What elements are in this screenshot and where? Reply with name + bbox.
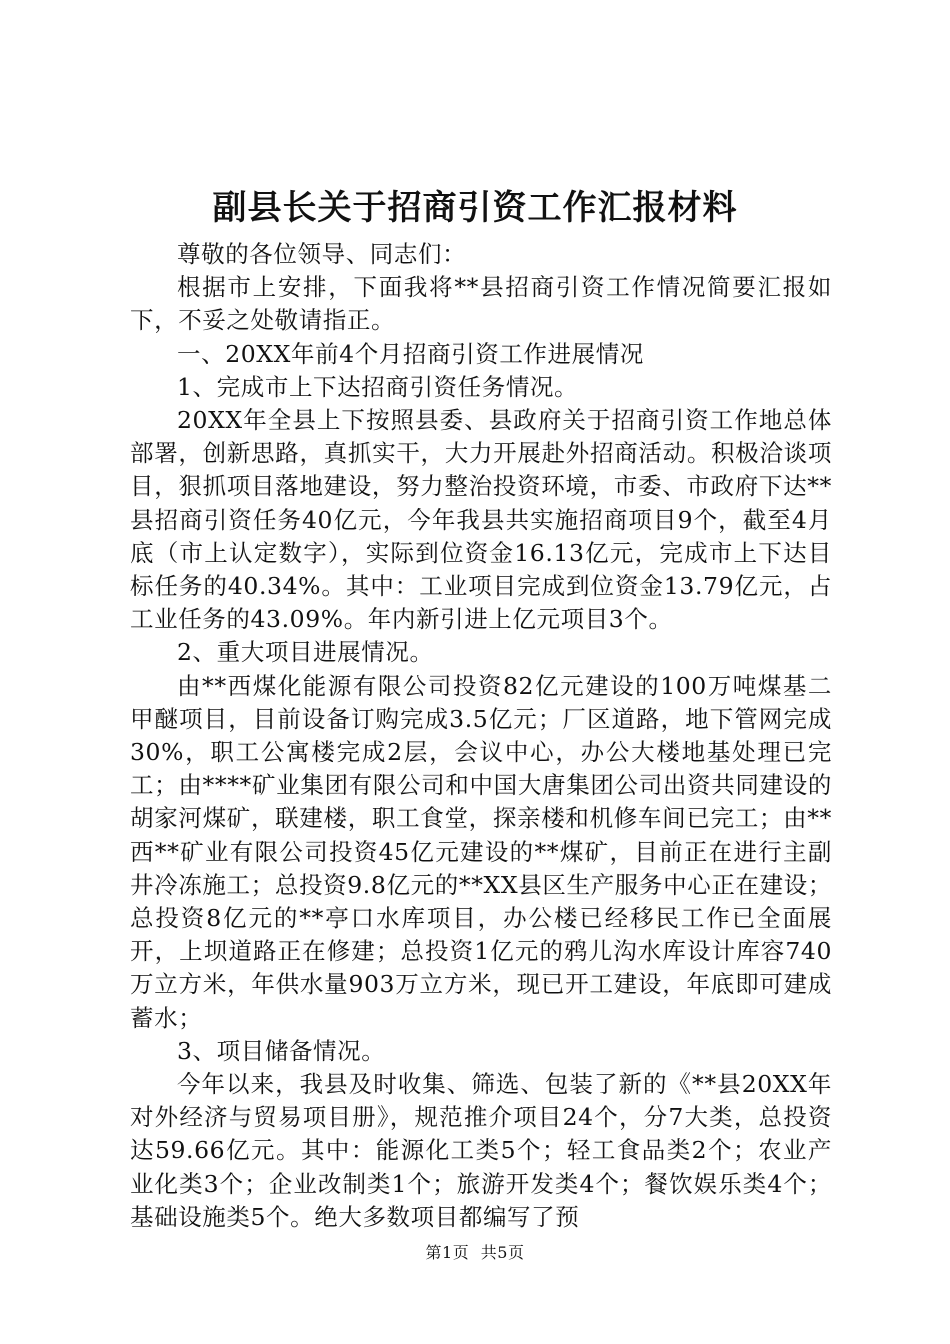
page-total: 共5页 <box>480 1243 525 1262</box>
salutation: 尊敬的各位领导、同志们： <box>177 240 467 268</box>
intro-paragraph: 根据市上安排，下面我将**县招商引资工作情况简要汇报如下，不妥之处敬请指正。 <box>130 273 832 335</box>
body-paragraph: 今年以来，我县及时收集、筛选、包装了新的《**县20XX年对外经济与贸易项目册》，规范推介项目24个，分7大类，总投资达59.66亿元。其中：能源化工类5个；轻工食品类2个；农业产业化类3个；企业改制类1个；旅游开发类4个；餐饮娱乐类4个；基础设施类5个。绝大多数项目都编写了预 <box>130 1070 832 1231</box>
subsection-heading: 3、项目储备情况。 <box>177 1036 386 1065</box>
body-paragraph: 由**西煤化能源有限公司投资82亿元建设的100万吨煤基二甲醚项目，目前设备订购完成3.5亿元；厂区道路，地下管网完成30%，职工公寓楼完成2层，会议中心，办公大楼地基处理已完工；由****矿业集团有限公司和中国大唐集团公司出资共同建设的胡家河煤矿，联建楼，职工食堂，探亲楼和机修车间已完工；由**西**矿业有限公司投资45亿元建设的**煤矿，目前正在进行主副井冷冻施工；总投资9.8亿元的**XX县区生产服务中心正在建设；总投资8亿元的**亭口水库项目，办公楼已经移民工作已全面展开，上坝道路正在修建；总投资1亿元的鸦儿沟水库设计库容740万立方米，年供水量903万立方米，现已开工建设，年底即可建成蓄水； <box>130 671 832 1032</box>
body-paragraph: 20XX年全县上下按照县委、县政府关于招商引资工作地总体部署，创新思路，真抓实干，大力开展赴外招商活动。积极洽谈项目，狠抓项目落地建设，努力整治投资环境，市委、市政府下达**县招商引资任务40亿元，今年我县共实施招商项目9个，截至4月底（市上认定数字），实际到位资金16.13亿元，完成市上下达目标任务的40.34%。其中：工业项目完成到位资金13.79亿元，占工业任务的43.09%。年内新引进上亿元项目3个。 <box>130 406 832 634</box>
document-body <box>130 238 832 1234</box>
subsection-heading: 2、重大项目进展情况。 <box>177 638 434 667</box>
document-title: 副县长关于招商引资工作汇报材料 <box>212 188 738 228</box>
subsection-heading: 1、完成市上下达招商引资任务情况。 <box>177 372 579 401</box>
section-heading: 一、20XX年前4个月招商引资工作进展情况 <box>177 339 644 368</box>
page-number: 第1页 <box>425 1243 470 1262</box>
page-footer <box>0 1243 950 1263</box>
